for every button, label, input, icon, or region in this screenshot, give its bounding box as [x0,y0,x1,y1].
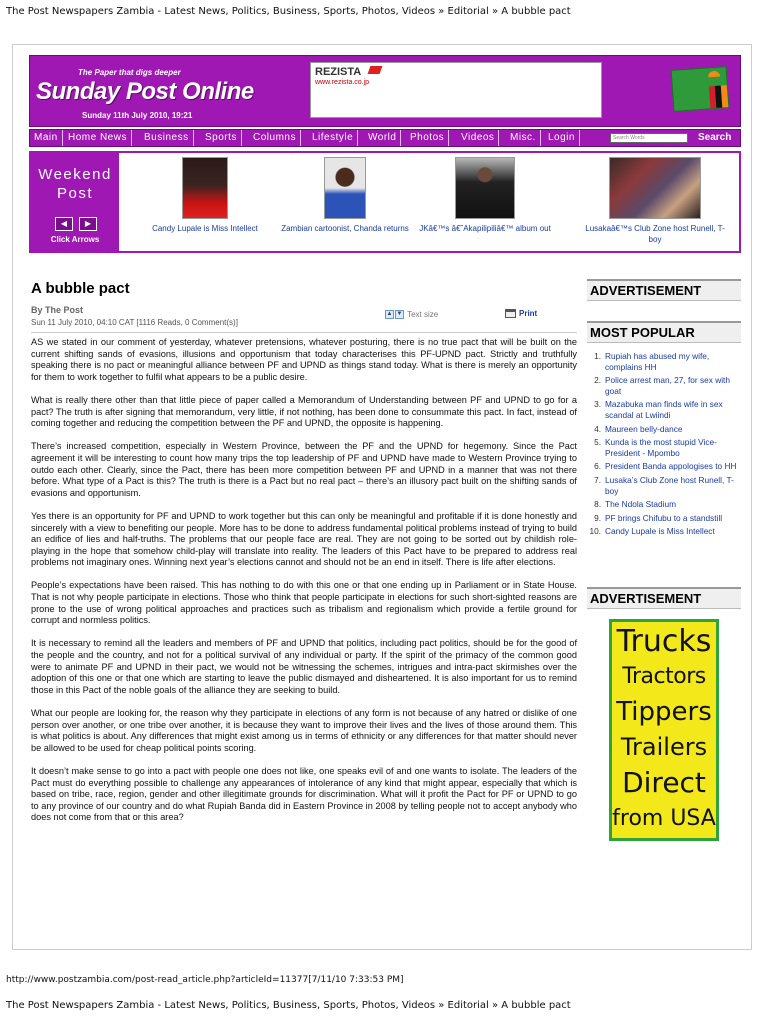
weekend-title-line2: Post [56,185,93,202]
most-popular-heading: MOST POPULAR [587,321,741,343]
list-item-number: 1. [594,351,601,361]
click-arrows-label: Click Arrows [50,235,100,244]
site-logo[interactable]: Sunday Post Online [36,78,254,105]
weekend-item[interactable] [415,157,555,234]
weekend-item[interactable] [275,157,415,234]
article-paragraph: What is really there other than that little piece of paper called a Memorandum of Understanding between PF and UPND to go for a pact? The truth is after signing that memorandum, very little, if not nothing, has been done to consummate this pact. In fact, instead of coming together and reducing the competition between the PF and UPND, the opposite is happening. [31,394,577,429]
nav-login[interactable]: Login [544,130,580,146]
list-item[interactable] [587,499,741,510]
ad-line: Trucks [616,624,712,659]
list-item-link[interactable]: Mazabuka man finds wife in sex scandal at Lwiindi [605,399,723,420]
flag-stripe-orange [721,85,729,107]
banner-ad-url: www.rezista.co.jp [315,79,370,86]
search-button[interactable]: Search [698,132,732,143]
article-body [31,337,577,824]
article-paragraph: What our people are looking for, the reason why they participate in elections of any form is not because of any hatred or dislike of one person over another, or one tribe over another, it is because they want to improve their lives and the lives of those around them. This is what politics is about. Any differences that might exist among us in terms of ethnicity or any differences for that matter should never be allowed to be used for cheap political points scoring. [31,708,577,753]
weekend-item-caption[interactable]: Lusakaâ€™s Club Zone host Runell, T-boy [585,224,725,244]
list-item[interactable] [587,475,741,496]
list-item-number: 2. [594,375,601,386]
ad-line: Tractors [622,664,706,689]
right-arrow-icon[interactable]: ▶ [79,217,97,231]
article-paragraph: People’s expectations have been raised. This has nothing to do with this one or that one ending up in Parliament or in State House. That is not why people participate in elections. Those who think that people participate in elections for such short-sighted reasons are prone to the use of wrong political approaches and practices such as tribalism and regionalism which provide a fertile ground for corrupt and normless politics. [31,580,577,626]
article-title: A bubble pact [31,280,130,297]
list-item-number: 5. [594,437,601,448]
banner-ad-logo-icon [368,66,383,74]
list-item-link[interactable]: Candy Lupale is Miss Intellect [605,526,715,537]
weekend-item-photo[interactable] [324,157,366,219]
weekend-item-photo[interactable] [182,157,228,219]
text-size-up-icon[interactable]: ▲ [386,311,393,318]
article-paragraph: AS we stated in our comment of yesterday, whatever pretensions, whatever posturing, there is no true pact that will be built on the current shifting sands of evasions, illusions and opportunism that today characterises this PF-UPND pact. Strictly and truthfully speaking there is no pact or meaningful alliance between PF and UPND as things stand today. What is there is merely an opportunity for them to work together to fulfil what appears to be a public desire. [31,337,577,382]
nav-misc[interactable]: Misc. [506,130,541,146]
banner-ad[interactable] [310,62,602,118]
weekend-item-caption[interactable]: Candy Lupale is Miss Intellect [152,224,258,233]
weekend-item-photo[interactable] [455,157,515,219]
site-tagline: The Paper that digs deeper [78,68,181,77]
list-item-link[interactable]: Rupiah has abused my wife, complains HH [605,351,710,372]
list-item[interactable] [587,351,741,372]
advertisement-heading: ADVERTISEMENT [587,279,741,301]
article-paragraph: There’s increased competition, especially in Western Province, between the PF and the UPND for hegemony. Since the Pact agreement it will be interesting to count how many trips the top leadership of PF and UPND have made to Western Province trying to outdo each other. Clearly, since the Pact, there has been more competition between PF and UPND in a manner that was not there before. What type of a Pact is this? The truth is there is a Pact but no real pact – there’s an illusory pact built on the shifting sands of evasions and opportunism. [31,441,577,498]
list-item-link[interactable]: Police arrest man, 27, for sex with goat [605,375,730,396]
weekend-item-caption[interactable]: JKâ€™s â€˜Akapilipiliâ€™ album out [419,224,551,233]
nav-home-news[interactable]: Home News [64,130,132,146]
weekend-item-photo[interactable] [609,157,701,219]
most-popular-list [587,351,741,540]
print-button[interactable] [505,309,537,318]
nav-photos[interactable]: Photos [406,130,449,146]
advertisement-heading-2: ADVERTISEMENT [587,587,741,609]
article-byline: By The Post [31,305,84,315]
ad-line: Tippers [616,697,712,727]
zambia-flag-icon [671,66,730,112]
list-item-link[interactable]: The Ndola Stadium [605,499,677,510]
list-item[interactable] [587,461,741,472]
weekend-title-line1: Weekend [38,166,112,183]
article-paragraph: Yes there is an opportunity for PF and UPND to work together but this can only be meaningful and profitable if it is done honestly and sincerely with a view to benefiting our people. More has to be done to address fundamental political problems instead of trying to build an edifice of lies and half-truths. The problems that our people face are real. They are not going to be sorted out by childish role-playing in the hope that somehow child-play will translate into reality. The leaders of this Pact have to be prepared to address real problems not imaginary ones. Winning next year’s elections cannot and should not be an end in itself. There is life after elections. [31,510,577,568]
list-item-number: 4. [594,423,601,434]
printer-icon [505,309,516,318]
article-paragraph: It doesn’t make sense to go into a pact with people one does not like, one speaks evil of and one wants to isolate. The leaders of the Pact must do everything possible to challenge any appearances of intolerance of any kind that might appear, especially that which is based on tribe, race, region, gender and other illegitimate grounds for discrimination. What will it profit the Pact for PF or UPND to go to any province of our country and do what Rupiah Banda did in Eastern Province in 2008 by telling people not to accept anybody who does not come from that or this area? [31,765,577,823]
ad-line: Direct [622,766,706,799]
site-date: Sunday 11th July 2010, 19:21 [82,111,193,120]
print-header: The Post Newspapers Zambia - Latest News, Politics, Business, Sports, Photos, Videos » Editorial » A bubble pact [6,6,571,17]
text-size-label: Text size [407,310,439,319]
weekend-item[interactable] [135,157,275,234]
nav-main[interactable]: Main [30,130,63,146]
weekend-item[interactable] [585,157,725,245]
list-item[interactable] [587,513,741,524]
masthead [29,55,741,127]
article-divider [31,332,577,333]
weekend-post-panel [31,153,119,251]
trucks-ad[interactable] [609,619,719,841]
search-input[interactable]: Search Words [610,133,688,143]
web-page [12,44,752,950]
nav-business[interactable]: Business [140,130,194,146]
list-item-link[interactable]: Lusaka’s Club Zone host Runell, T-boy [605,474,734,496]
text-size-control [385,310,438,319]
list-item-link[interactable]: PF brings Chifubu to a standstill [605,512,723,523]
article-paragraph: It is necessary to remind all the leaders and members of PF and UPND that politics, including pact politics, should be for the good of the people and the country, and not for a political survival of any individual or party. If the spirit of the primacy of the common good were to animate PF and UPND in their pact, we would not be witnessing the schemes, intrigues and intra-pact skirmishes over the adoption of this one or that one which are starting to leave the public dismayed and disheartened. It is also important for us to remind those in this Pact of the noble goals of the alliance they are seeking to build. [31,638,577,695]
list-item[interactable] [587,526,741,537]
nav-videos[interactable]: Videos [457,130,499,146]
nav-sports[interactable]: Sports [201,130,242,146]
print-url: http://www.postzambia.com/post-read_article.php?articleId=11377[7/11/10 7:33:53 PM] [6,975,404,985]
print-footer: The Post Newspapers Zambia - Latest News, Politics, Business, Sports, Photos, Videos » Editorial » A bubble pact [6,1000,571,1011]
text-size-down-icon[interactable]: ▼ [396,311,403,318]
nav-lifestyle[interactable]: Lifestyle [308,130,358,146]
list-item-number: 7. [594,474,601,485]
list-item-number: 3. [594,399,601,410]
nav-world[interactable]: World [364,130,401,146]
list-item-link[interactable]: President Banda appologises to HH [605,461,737,472]
ad-line: Trailers [620,733,708,761]
banner-ad-brand: REZISTA [315,66,362,78]
list-item-number: 6. [594,461,601,472]
weekend-post-strip [29,151,741,253]
list-item[interactable] [587,437,741,458]
list-item-number: 9. [594,512,601,523]
main-nav [29,129,741,147]
weekend-post-title [31,165,119,203]
list-item-number: 8. [594,499,601,510]
nav-columns[interactable]: Columns [249,130,301,146]
weekend-item-caption[interactable]: Zambian cartoonist, Chanda returns [281,224,409,233]
article-meta: Sun 11 July 2010, 04:10 CAT [1116 Reads, 0 Comment(s)] [31,318,238,327]
list-item[interactable] [587,399,741,420]
ad-line: from USA [612,806,716,831]
list-item[interactable] [587,375,741,396]
left-arrow-icon[interactable]: ◀ [55,217,73,231]
list-item-link[interactable]: Maureen belly-dance [605,423,683,434]
print-label[interactable]: Print [519,309,538,318]
list-item-number: 10. [589,526,601,537]
list-item-link[interactable]: Kunda is the most stupid Vice-President - Mpombo [605,437,717,458]
flag-eagle [708,71,720,78]
list-item[interactable] [587,424,741,435]
